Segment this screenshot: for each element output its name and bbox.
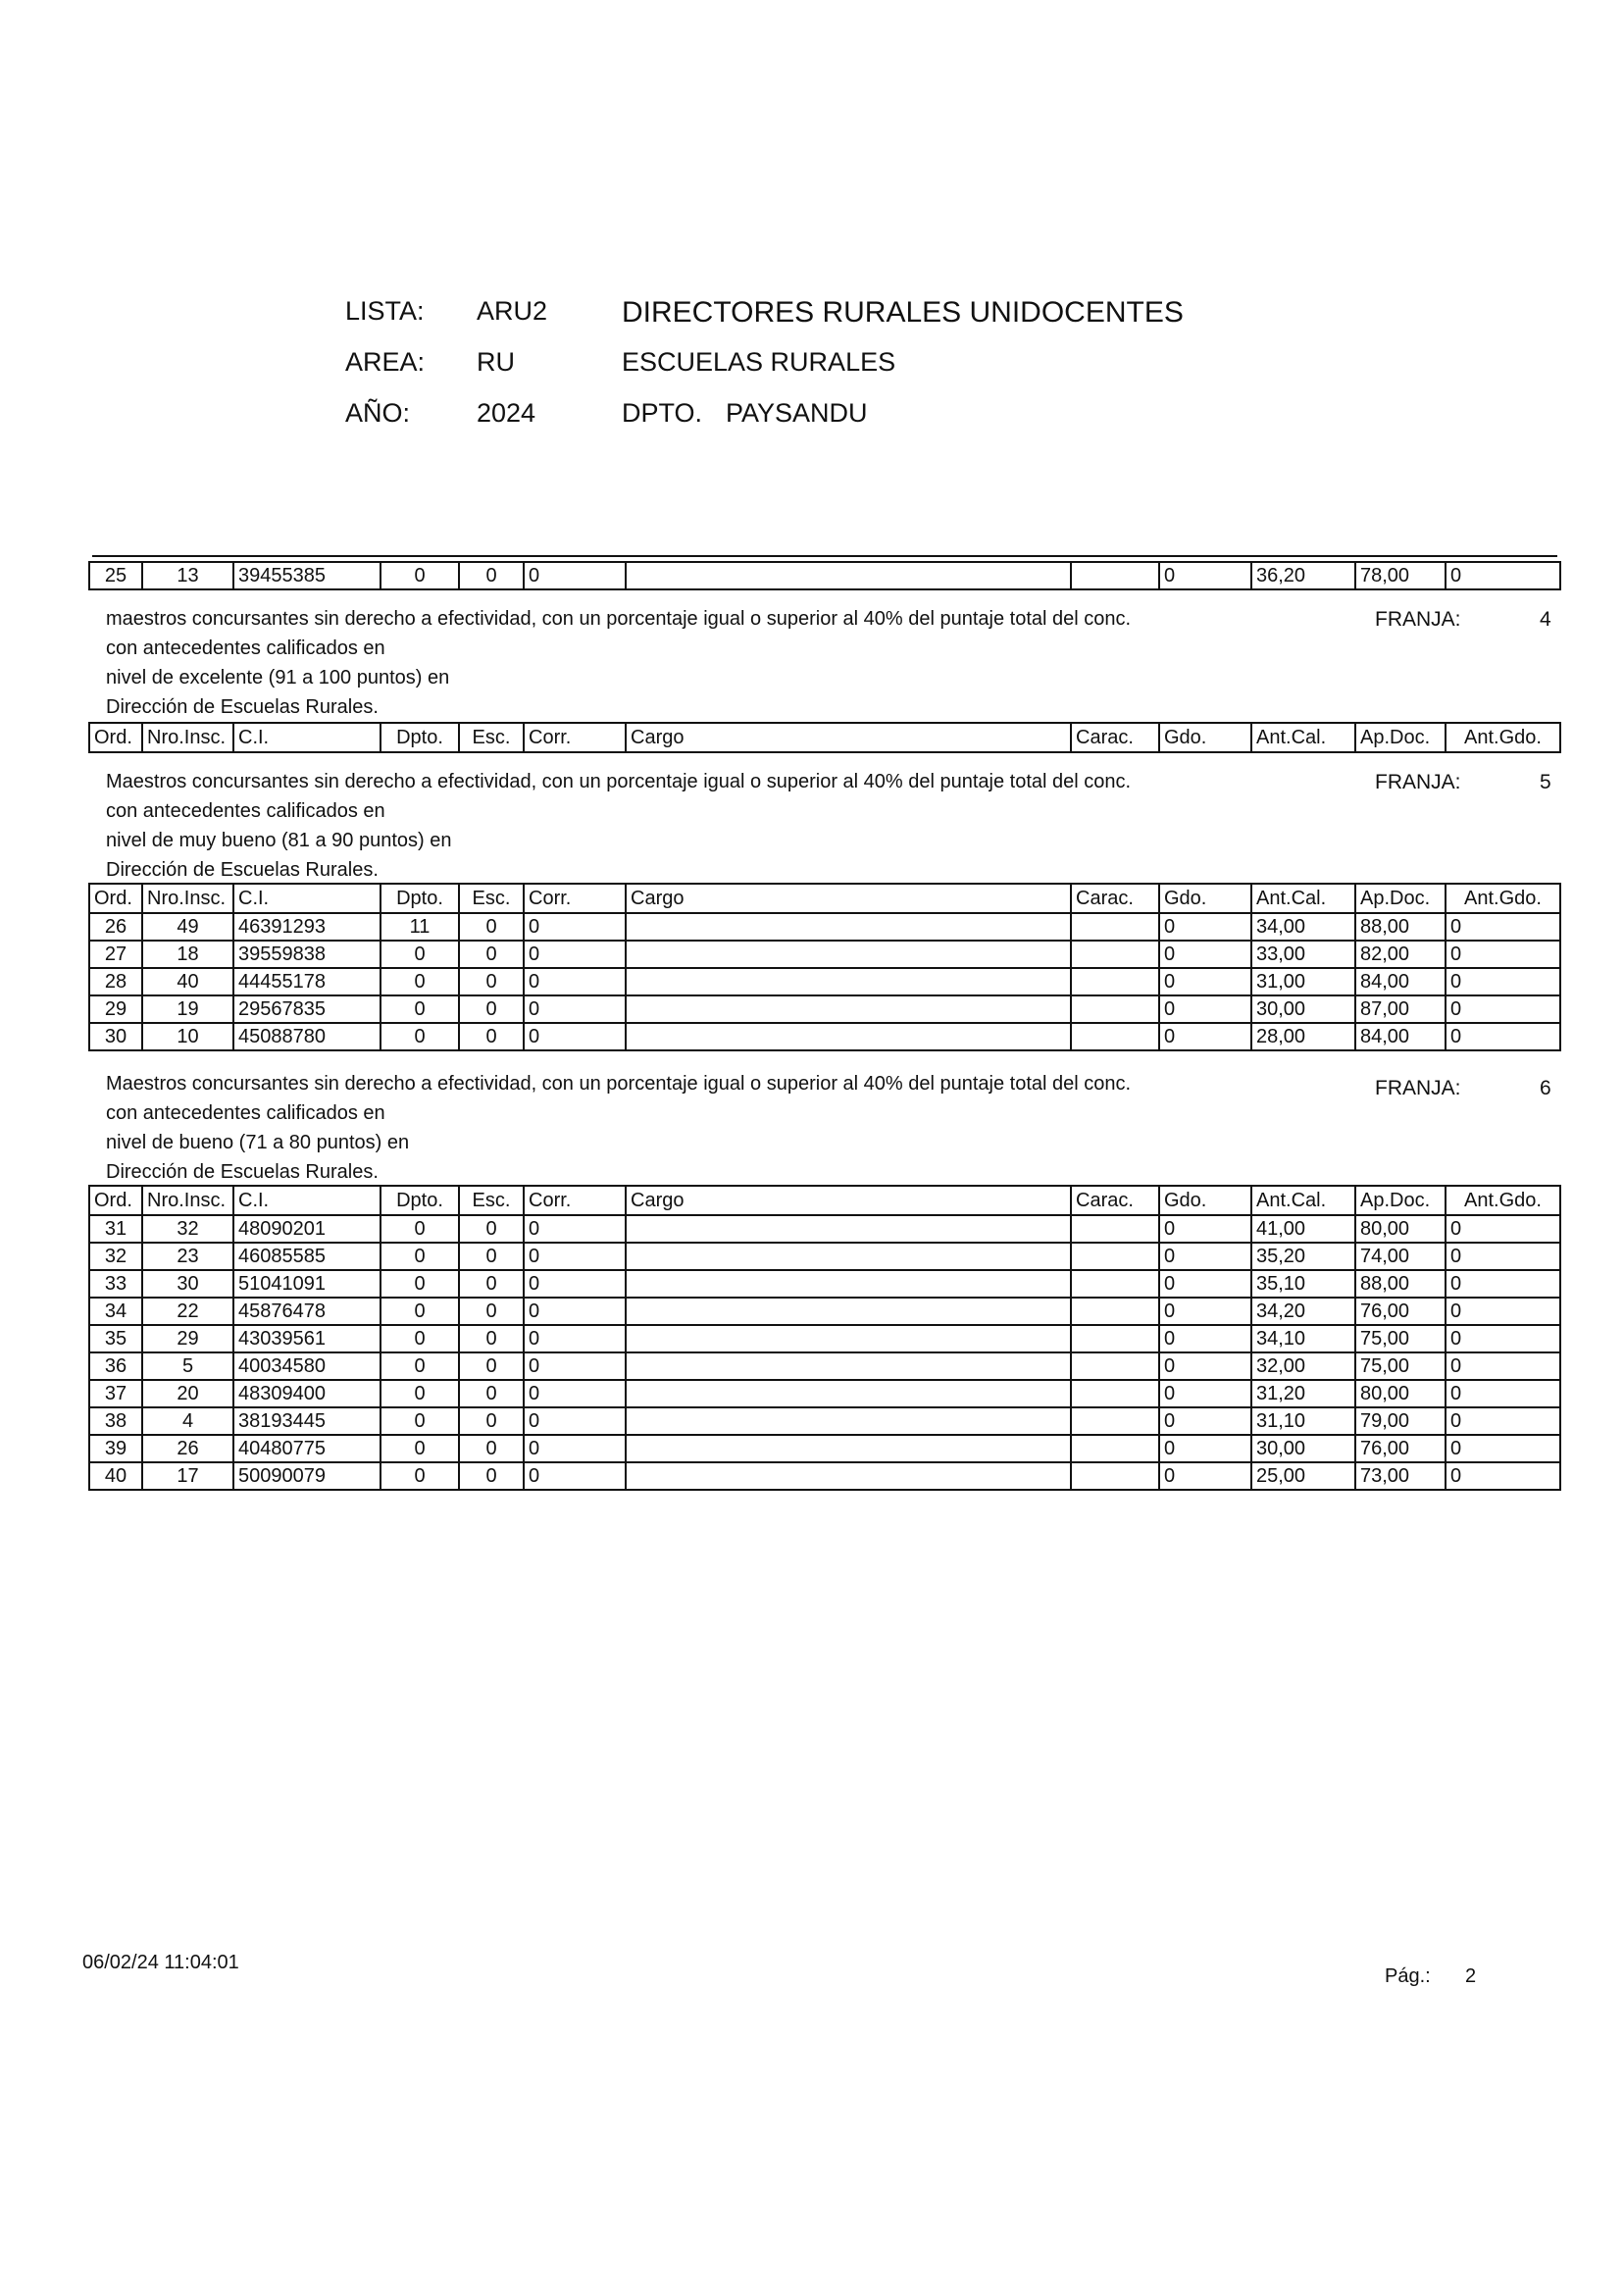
description-line: Dirección de Escuelas Rurales. <box>106 859 379 881</box>
column-header: C.I. <box>233 723 381 752</box>
ant-gdo-cell: 0 <box>1446 941 1560 968</box>
franja-indicator <box>1375 771 1551 794</box>
dpto-cell: 0 <box>381 1435 459 1462</box>
ord-cell: 28 <box>89 968 142 995</box>
ap-doc-cell: 84,00 <box>1355 968 1446 995</box>
cargo-cell <box>626 1435 1071 1462</box>
nro-insc-cell: 17 <box>142 1462 233 1490</box>
page-number: 2 <box>1465 1965 1477 1987</box>
table-row <box>89 1270 1560 1298</box>
description-line: nivel de bueno (71 a 80 puntos) en <box>106 1132 410 1153</box>
lista-code: ARU2 <box>477 296 548 326</box>
esc-cell: 0 <box>459 941 524 968</box>
ord-cell: 39 <box>89 1435 142 1462</box>
dpto-cell: 0 <box>381 1407 459 1435</box>
carac-cell <box>1071 941 1159 968</box>
table-row <box>89 1023 1560 1050</box>
page-label: Pág.: <box>1385 1965 1431 1987</box>
carac-cell <box>1071 1435 1159 1462</box>
column-header: Corr. <box>524 1186 626 1215</box>
ant-gdo-cell: 0 <box>1446 1325 1560 1352</box>
carac-cell <box>1071 1243 1159 1270</box>
section-description <box>106 1069 1131 1187</box>
gdo-cell: 0 <box>1159 1243 1251 1270</box>
ord-cell: 26 <box>89 913 142 941</box>
ci-cell: 44455178 <box>233 968 381 995</box>
dpto-cell: 11 <box>381 913 459 941</box>
ant-gdo-cell: 0 <box>1446 1215 1560 1243</box>
ap-doc-cell: 84,00 <box>1355 1023 1446 1050</box>
gdo-cell: 0 <box>1159 1352 1251 1380</box>
column-header: Cargo <box>626 1186 1071 1215</box>
corr-cell: 0 <box>524 1352 626 1380</box>
table-row <box>89 1352 1560 1380</box>
table-row <box>89 968 1560 995</box>
dpto-cell: 0 <box>381 1462 459 1490</box>
description-line: nivel de excelente (91 a 100 puntos) en <box>106 667 450 688</box>
cargo-cell <box>626 1215 1071 1243</box>
ap-doc-cell: 78,00 <box>1355 562 1446 589</box>
carac-cell <box>1071 1380 1159 1407</box>
column-header: Ap.Doc. <box>1355 723 1446 752</box>
nro-insc-cell: 23 <box>142 1243 233 1270</box>
ant-cal-cell: 31,00 <box>1251 968 1355 995</box>
cargo-cell <box>626 1380 1071 1407</box>
nro-insc-cell: 4 <box>142 1407 233 1435</box>
ci-cell: 40034580 <box>233 1352 381 1380</box>
column-header: Dpto. <box>381 1186 459 1215</box>
ord-cell: 33 <box>89 1270 142 1298</box>
cargo-cell <box>626 562 1071 589</box>
ap-doc-cell: 75,00 <box>1355 1352 1446 1380</box>
ci-cell: 39559838 <box>233 941 381 968</box>
column-header: Cargo <box>626 884 1071 913</box>
gdo-cell: 0 <box>1159 1435 1251 1462</box>
ant-cal-cell: 25,00 <box>1251 1462 1355 1490</box>
results-table-franja-4 <box>88 722 1561 753</box>
esc-cell: 0 <box>459 1462 524 1490</box>
anio-label: AÑO: <box>345 398 411 428</box>
cargo-cell <box>626 968 1071 995</box>
cargo-cell <box>626 995 1071 1023</box>
corr-cell: 0 <box>524 1298 626 1325</box>
ant-cal-cell: 30,00 <box>1251 1435 1355 1462</box>
area-label: AREA: <box>345 347 426 377</box>
ant-cal-cell: 32,00 <box>1251 1352 1355 1380</box>
dpto-cell: 0 <box>381 1270 459 1298</box>
franja-number: 5 <box>1540 771 1551 793</box>
cargo-cell <box>626 913 1071 941</box>
ci-cell: 51041091 <box>233 1270 381 1298</box>
ant-gdo-cell: 0 <box>1446 1352 1560 1380</box>
column-header: Ord. <box>89 1186 142 1215</box>
carac-cell <box>1071 562 1159 589</box>
dpto-cell: 0 <box>381 1023 459 1050</box>
results-table-franja-6 <box>88 1185 1561 1491</box>
table-row <box>89 1243 1560 1270</box>
ord-cell: 29 <box>89 995 142 1023</box>
column-header: Esc. <box>459 723 524 752</box>
ant-cal-cell: 28,00 <box>1251 1023 1355 1050</box>
column-header: Nro.Insc. <box>142 723 233 752</box>
description-line: maestros concursantes sin derecho a efectividad, con un porcentaje igual o superior al 40% del puntaje total del conc. <box>106 608 1132 630</box>
ap-doc-cell: 80,00 <box>1355 1215 1446 1243</box>
dpto-cell: 0 <box>381 1325 459 1352</box>
description-line: Maestros concursantes sin derecho a efectividad, con un porcentaje igual o superior al 40% del puntaje total del conc. <box>106 771 1132 792</box>
ci-cell: 50090079 <box>233 1462 381 1490</box>
ci-cell: 48090201 <box>233 1215 381 1243</box>
nro-insc-cell: 30 <box>142 1270 233 1298</box>
nro-insc-cell: 5 <box>142 1352 233 1380</box>
column-header: Carac. <box>1071 723 1159 752</box>
ord-cell: 25 <box>89 562 142 589</box>
ant-cal-cell: 33,00 <box>1251 941 1355 968</box>
dpto-value: PAYSANDU <box>726 398 868 428</box>
column-header: Dpto. <box>381 884 459 913</box>
column-header: Esc. <box>459 1186 524 1215</box>
ant-gdo-cell: 0 <box>1446 968 1560 995</box>
gdo-cell: 0 <box>1159 1462 1251 1490</box>
esc-cell: 0 <box>459 562 524 589</box>
ap-doc-cell: 76,00 <box>1355 1435 1446 1462</box>
ap-doc-cell: 73,00 <box>1355 1462 1446 1490</box>
carac-cell <box>1071 1352 1159 1380</box>
ant-gdo-cell: 0 <box>1446 1243 1560 1270</box>
column-header-row <box>89 723 1560 752</box>
gdo-cell: 0 <box>1159 995 1251 1023</box>
ant-cal-cell: 34,10 <box>1251 1325 1355 1352</box>
cargo-cell <box>626 1352 1071 1380</box>
table-row <box>89 1462 1560 1490</box>
corr-cell: 0 <box>524 941 626 968</box>
ci-cell: 38193445 <box>233 1407 381 1435</box>
table-row <box>89 1298 1560 1325</box>
table-row <box>89 1407 1560 1435</box>
lista-label: LISTA: <box>345 296 425 326</box>
nro-insc-cell: 10 <box>142 1023 233 1050</box>
ord-cell: 40 <box>89 1462 142 1490</box>
nro-insc-cell: 29 <box>142 1325 233 1352</box>
nro-insc-cell: 40 <box>142 968 233 995</box>
column-header: Ap.Doc. <box>1355 884 1446 913</box>
ap-doc-cell: 80,00 <box>1355 1380 1446 1407</box>
column-header: Ant.Cal. <box>1251 1186 1355 1215</box>
ci-cell: 46391293 <box>233 913 381 941</box>
dpto-cell: 0 <box>381 941 459 968</box>
ap-doc-cell: 88,00 <box>1355 913 1446 941</box>
cargo-cell <box>626 1298 1071 1325</box>
corr-cell: 0 <box>524 968 626 995</box>
corr-cell: 0 <box>524 1215 626 1243</box>
column-header: Nro.Insc. <box>142 1186 233 1215</box>
ord-cell: 31 <box>89 1215 142 1243</box>
column-header: Ant.Gdo. <box>1446 884 1560 913</box>
ap-doc-cell: 75,00 <box>1355 1325 1446 1352</box>
column-header-row <box>89 884 1560 913</box>
cargo-cell <box>626 1407 1071 1435</box>
ap-doc-cell: 76,00 <box>1355 1298 1446 1325</box>
lista-title: DIRECTORES RURALES UNIDOCENTES <box>622 296 1184 329</box>
corr-cell: 0 <box>524 1243 626 1270</box>
column-header: Ant.Cal. <box>1251 723 1355 752</box>
gdo-cell: 0 <box>1159 1380 1251 1407</box>
gdo-cell: 0 <box>1159 1298 1251 1325</box>
ci-cell: 46085585 <box>233 1243 381 1270</box>
section-description <box>106 604 1131 722</box>
dpto-cell: 0 <box>381 562 459 589</box>
corr-cell: 0 <box>524 1325 626 1352</box>
esc-cell: 0 <box>459 1023 524 1050</box>
esc-cell: 0 <box>459 1243 524 1270</box>
ord-cell: 35 <box>89 1325 142 1352</box>
column-header-row <box>89 1186 1560 1215</box>
ci-cell: 45088780 <box>233 1023 381 1050</box>
ant-cal-cell: 34,20 <box>1251 1298 1355 1325</box>
description-line: con antecedentes calificados en <box>106 800 385 822</box>
cargo-cell <box>626 1270 1071 1298</box>
ord-cell: 30 <box>89 1023 142 1050</box>
corr-cell: 0 <box>524 1407 626 1435</box>
ci-cell: 29567835 <box>233 995 381 1023</box>
nro-insc-cell: 49 <box>142 913 233 941</box>
description-line: Maestros concursantes sin derecho a efectividad, con un porcentaje igual o superior al 40% del puntaje total del conc. <box>106 1073 1132 1095</box>
table-row <box>89 562 1560 589</box>
ant-cal-cell: 31,20 <box>1251 1380 1355 1407</box>
carac-cell <box>1071 1462 1159 1490</box>
nro-insc-cell: 20 <box>142 1380 233 1407</box>
column-header: Ant.Gdo. <box>1446 723 1560 752</box>
description-line: nivel de muy bueno (81 a 90 puntos) en <box>106 830 452 851</box>
ord-cell: 32 <box>89 1243 142 1270</box>
gdo-cell: 0 <box>1159 562 1251 589</box>
column-header: Ant.Gdo. <box>1446 1186 1560 1215</box>
ord-cell: 36 <box>89 1352 142 1380</box>
ci-cell: 48309400 <box>233 1380 381 1407</box>
column-header: Ant.Cal. <box>1251 884 1355 913</box>
nro-insc-cell: 26 <box>142 1435 233 1462</box>
ord-cell: 27 <box>89 941 142 968</box>
gdo-cell: 0 <box>1159 1215 1251 1243</box>
column-header: Ap.Doc. <box>1355 1186 1446 1215</box>
ant-gdo-cell: 0 <box>1446 562 1560 589</box>
corr-cell: 0 <box>524 1023 626 1050</box>
area-title: ESCUELAS RURALES <box>622 347 896 377</box>
ant-cal-cell: 35,20 <box>1251 1243 1355 1270</box>
corr-cell: 0 <box>524 562 626 589</box>
franja-number: 4 <box>1540 608 1551 631</box>
cargo-cell <box>626 1023 1071 1050</box>
esc-cell: 0 <box>459 1270 524 1298</box>
column-header: Gdo. <box>1159 884 1251 913</box>
carac-cell <box>1071 968 1159 995</box>
corr-cell: 0 <box>524 1462 626 1490</box>
esc-cell: 0 <box>459 995 524 1023</box>
gdo-cell: 0 <box>1159 1023 1251 1050</box>
section-description <box>106 767 1131 885</box>
ant-cal-cell: 36,20 <box>1251 562 1355 589</box>
ap-doc-cell: 74,00 <box>1355 1243 1446 1270</box>
table-body <box>89 1215 1560 1490</box>
ant-gdo-cell: 0 <box>1446 1023 1560 1050</box>
column-header: Corr. <box>524 723 626 752</box>
nro-insc-cell: 32 <box>142 1215 233 1243</box>
corr-cell: 0 <box>524 995 626 1023</box>
column-header: Ord. <box>89 884 142 913</box>
dpto-cell: 0 <box>381 1380 459 1407</box>
corr-cell: 0 <box>524 1270 626 1298</box>
ap-doc-cell: 82,00 <box>1355 941 1446 968</box>
esc-cell: 0 <box>459 1352 524 1380</box>
description-line: con antecedentes calificados en <box>106 637 385 659</box>
franja-label: FRANJA: <box>1375 1077 1461 1099</box>
dpto-label: DPTO. <box>622 398 703 428</box>
ci-cell: 45876478 <box>233 1298 381 1325</box>
ant-gdo-cell: 0 <box>1446 1407 1560 1435</box>
cargo-cell <box>626 1243 1071 1270</box>
dpto-cell: 0 <box>381 1298 459 1325</box>
ap-doc-cell: 87,00 <box>1355 995 1446 1023</box>
esc-cell: 0 <box>459 913 524 941</box>
esc-cell: 0 <box>459 1215 524 1243</box>
anio-value: 2024 <box>477 398 536 428</box>
column-header: C.I. <box>233 884 381 913</box>
description-line: Dirección de Escuelas Rurales. <box>106 1161 379 1183</box>
ant-gdo-cell: 0 <box>1446 1270 1560 1298</box>
ant-cal-cell: 41,00 <box>1251 1215 1355 1243</box>
ci-cell: 39455385 <box>233 562 381 589</box>
ap-doc-cell: 88,00 <box>1355 1270 1446 1298</box>
ci-cell: 43039561 <box>233 1325 381 1352</box>
print-timestamp: 06/02/24 11:04:01 <box>82 1952 239 1973</box>
dpto-cell: 0 <box>381 968 459 995</box>
dpto-cell: 0 <box>381 995 459 1023</box>
gdo-cell: 0 <box>1159 1270 1251 1298</box>
cargo-cell <box>626 1462 1071 1490</box>
column-header: Corr. <box>524 884 626 913</box>
column-header: C.I. <box>233 1186 381 1215</box>
ant-gdo-cell: 0 <box>1446 1380 1560 1407</box>
carac-cell <box>1071 1270 1159 1298</box>
nro-insc-cell: 13 <box>142 562 233 589</box>
gdo-cell: 0 <box>1159 1325 1251 1352</box>
franja-indicator <box>1375 1077 1551 1100</box>
nro-insc-cell: 22 <box>142 1298 233 1325</box>
ant-gdo-cell: 0 <box>1446 1462 1560 1490</box>
table-row <box>89 1435 1560 1462</box>
ant-gdo-cell: 0 <box>1446 995 1560 1023</box>
gdo-cell: 0 <box>1159 913 1251 941</box>
table-row <box>89 1215 1560 1243</box>
dpto-cell: 0 <box>381 1243 459 1270</box>
carac-cell <box>1071 1325 1159 1352</box>
ord-cell: 38 <box>89 1407 142 1435</box>
column-header: Carac. <box>1071 1186 1159 1215</box>
description-line: con antecedentes calificados en <box>106 1102 385 1124</box>
results-table-franja-5 <box>88 883 1561 1051</box>
esc-cell: 0 <box>459 1407 524 1435</box>
gdo-cell: 0 <box>1159 941 1251 968</box>
nro-insc-cell: 18 <box>142 941 233 968</box>
table-row <box>89 913 1560 941</box>
column-header: Cargo <box>626 723 1071 752</box>
nro-insc-cell: 19 <box>142 995 233 1023</box>
gdo-cell: 0 <box>1159 1407 1251 1435</box>
top-rule <box>92 555 1557 557</box>
ant-gdo-cell: 0 <box>1446 1435 1560 1462</box>
franja-indicator <box>1375 608 1551 632</box>
column-header: Gdo. <box>1159 723 1251 752</box>
esc-cell: 0 <box>459 1298 524 1325</box>
carac-cell <box>1071 1407 1159 1435</box>
ant-gdo-cell: 0 <box>1446 913 1560 941</box>
carac-cell <box>1071 1023 1159 1050</box>
carac-cell <box>1071 1215 1159 1243</box>
column-header: Ord. <box>89 723 142 752</box>
ap-doc-cell: 79,00 <box>1355 1407 1446 1435</box>
esc-cell: 0 <box>459 968 524 995</box>
column-header: Dpto. <box>381 723 459 752</box>
gdo-cell: 0 <box>1159 968 1251 995</box>
column-header: Nro.Insc. <box>142 884 233 913</box>
cargo-cell <box>626 1325 1071 1352</box>
column-header: Esc. <box>459 884 524 913</box>
cargo-cell <box>626 941 1071 968</box>
ci-cell: 40480775 <box>233 1435 381 1462</box>
franja-label: FRANJA: <box>1375 771 1461 793</box>
carac-cell <box>1071 995 1159 1023</box>
carac-cell <box>1071 1298 1159 1325</box>
dpto-cell: 0 <box>381 1215 459 1243</box>
franja-label: FRANJA: <box>1375 608 1461 631</box>
area-code: RU <box>477 347 515 377</box>
description-line: Dirección de Escuelas Rurales. <box>106 696 379 718</box>
carry-over-table <box>88 561 1561 590</box>
esc-cell: 0 <box>459 1325 524 1352</box>
ant-cal-cell: 30,00 <box>1251 995 1355 1023</box>
corr-cell: 0 <box>524 1380 626 1407</box>
ord-cell: 34 <box>89 1298 142 1325</box>
ant-cal-cell: 34,00 <box>1251 913 1355 941</box>
column-header: Carac. <box>1071 884 1159 913</box>
ant-cal-cell: 31,10 <box>1251 1407 1355 1435</box>
dpto-cell: 0 <box>381 1352 459 1380</box>
table-body <box>89 913 1560 1050</box>
corr-cell: 0 <box>524 1435 626 1462</box>
franja-number: 6 <box>1540 1077 1551 1099</box>
carac-cell <box>1071 913 1159 941</box>
corr-cell: 0 <box>524 913 626 941</box>
esc-cell: 0 <box>459 1435 524 1462</box>
esc-cell: 0 <box>459 1380 524 1407</box>
table-row <box>89 941 1560 968</box>
ant-gdo-cell: 0 <box>1446 1298 1560 1325</box>
column-header: Gdo. <box>1159 1186 1251 1215</box>
table-row <box>89 995 1560 1023</box>
table-row <box>89 1325 1560 1352</box>
ant-cal-cell: 35,10 <box>1251 1270 1355 1298</box>
table-row <box>89 1380 1560 1407</box>
ord-cell: 37 <box>89 1380 142 1407</box>
